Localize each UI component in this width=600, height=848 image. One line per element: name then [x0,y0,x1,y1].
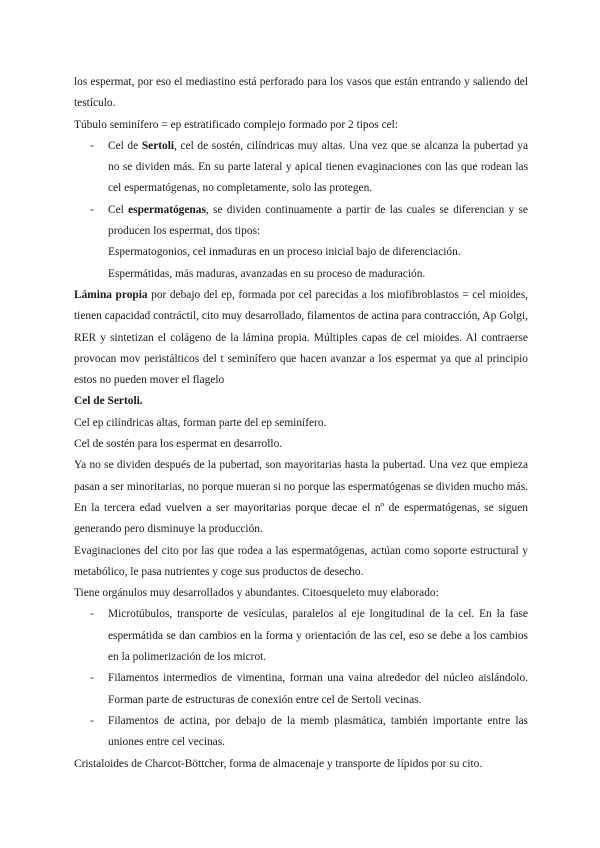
paragraph-mediastino: los espermat, por eso el mediastino está perforado para los vasos que están entrando y saliendo del testículo. [74,76,528,110]
paragraph-tubulo: Túbulo seminífero = ep estratificado complejo formado por 2 tipos cel: [74,118,399,131]
term-lamina-propia: Lámina propia [74,288,148,301]
list-item-microtubulos: - Microtúbulos, transporte de vesículas, paralelos al eje longitudinal de la cel. En la fase espermátida se dan cambios en la forma y orientación de las cel, eso se debe a los cambios en la polimerización de los microt. [74,604,528,668]
cell-types-list [74,136,528,242]
list-item-espermatogenas: - Cel espermatógenas, se dividen continuamente a partir de las cuales se diferencian y se producen los espermat, dos tipos: [74,200,528,243]
list-item-vimentina: - Filamentos intermedios de vimentina, forman una vaina alrededor del núcleo aislándolo. Forman parte de estructuras de conexión entre cel de Sertoli vecinas. [74,668,528,711]
sub-espermatidas: Espermátidas, más maduras, avanzadas en su proceso de maduración. [108,267,426,280]
list-item-actina: - Filamentos de actina, por debajo de la memb plasmática, también importante entre las uniones entre cel vecinas. [74,711,528,754]
cytoskeleton-list [74,604,528,753]
paragraph-lamina-propia: Lámina propia por debajo del ep, formada por cel parecidas a los miofibroblastos = cel mioides, tienen capacidad contráctil, cito muy desarrollado, filamentos de actina para contracción, Ap Golgi, RER y sintetizan el colágeno de la lámina propia. Múltiples capas de cel mioides. Al contraerse provocan mov peristálticos del t seminífero que hacen avanzar a los espermat ya que al principio estos no pueden mover el flagelo [74,288,528,387]
sub-espermatogonios: Espermatogonios, cel inmaduras en un proceso inicial bajo de diferenciación. [108,246,461,259]
paragraph-cristaloides: Cristaloides de Charcot-Böttcher, forma de almacenaje y transporte de lípidos por su cito. [74,757,483,770]
paragraph-s4: Evaginaciones del cito por las que rodea a las espermatógenas, actúan como soporte estructural y metabólico, le pasa nutrientes y coge sus productos de desecho. [74,544,528,578]
term-espermatogenas: espermatógenas [128,203,206,216]
paragraph-s2: Cel de sostén para los espermat en desarrollo. [74,438,283,451]
paragraph-s1: Cel ep cilíndricas altas, forman parte del ep seminífero. [74,416,327,429]
term-sertoli: Sertoli [141,139,175,152]
document-page [74,72,528,775]
paragraph-s3: Ya no se dividen después de la pubertad, son mayoritarias hasta la pubertad. Una vez que empieza pasan a ser minoritarias, no porque mueran si no porque las espermatógenas se dividen mucho más. En la tercera edad vuelven a ser mayoritarias porque decae el nº de espermatógenas, se siguen generando pero disminuye la producción. [74,459,528,536]
list-item-sertoli: - Cel de Sertoli, cel de sostén, cilíndricas muy altas. Una vez que se alcanza la pubertad ya no se dividen más. En su parte lateral y apical tienen evaginaciones con las que rodean las cel espermatógenas, no completamente, solo las protegen. [74,136,528,200]
paragraph-s5: Tiene orgánulos muy desarrollados y abundantes. Citoesqueleto muy elaborado: [74,587,439,600]
section-heading-sertoli: Cel de Sertoli. [74,395,143,408]
